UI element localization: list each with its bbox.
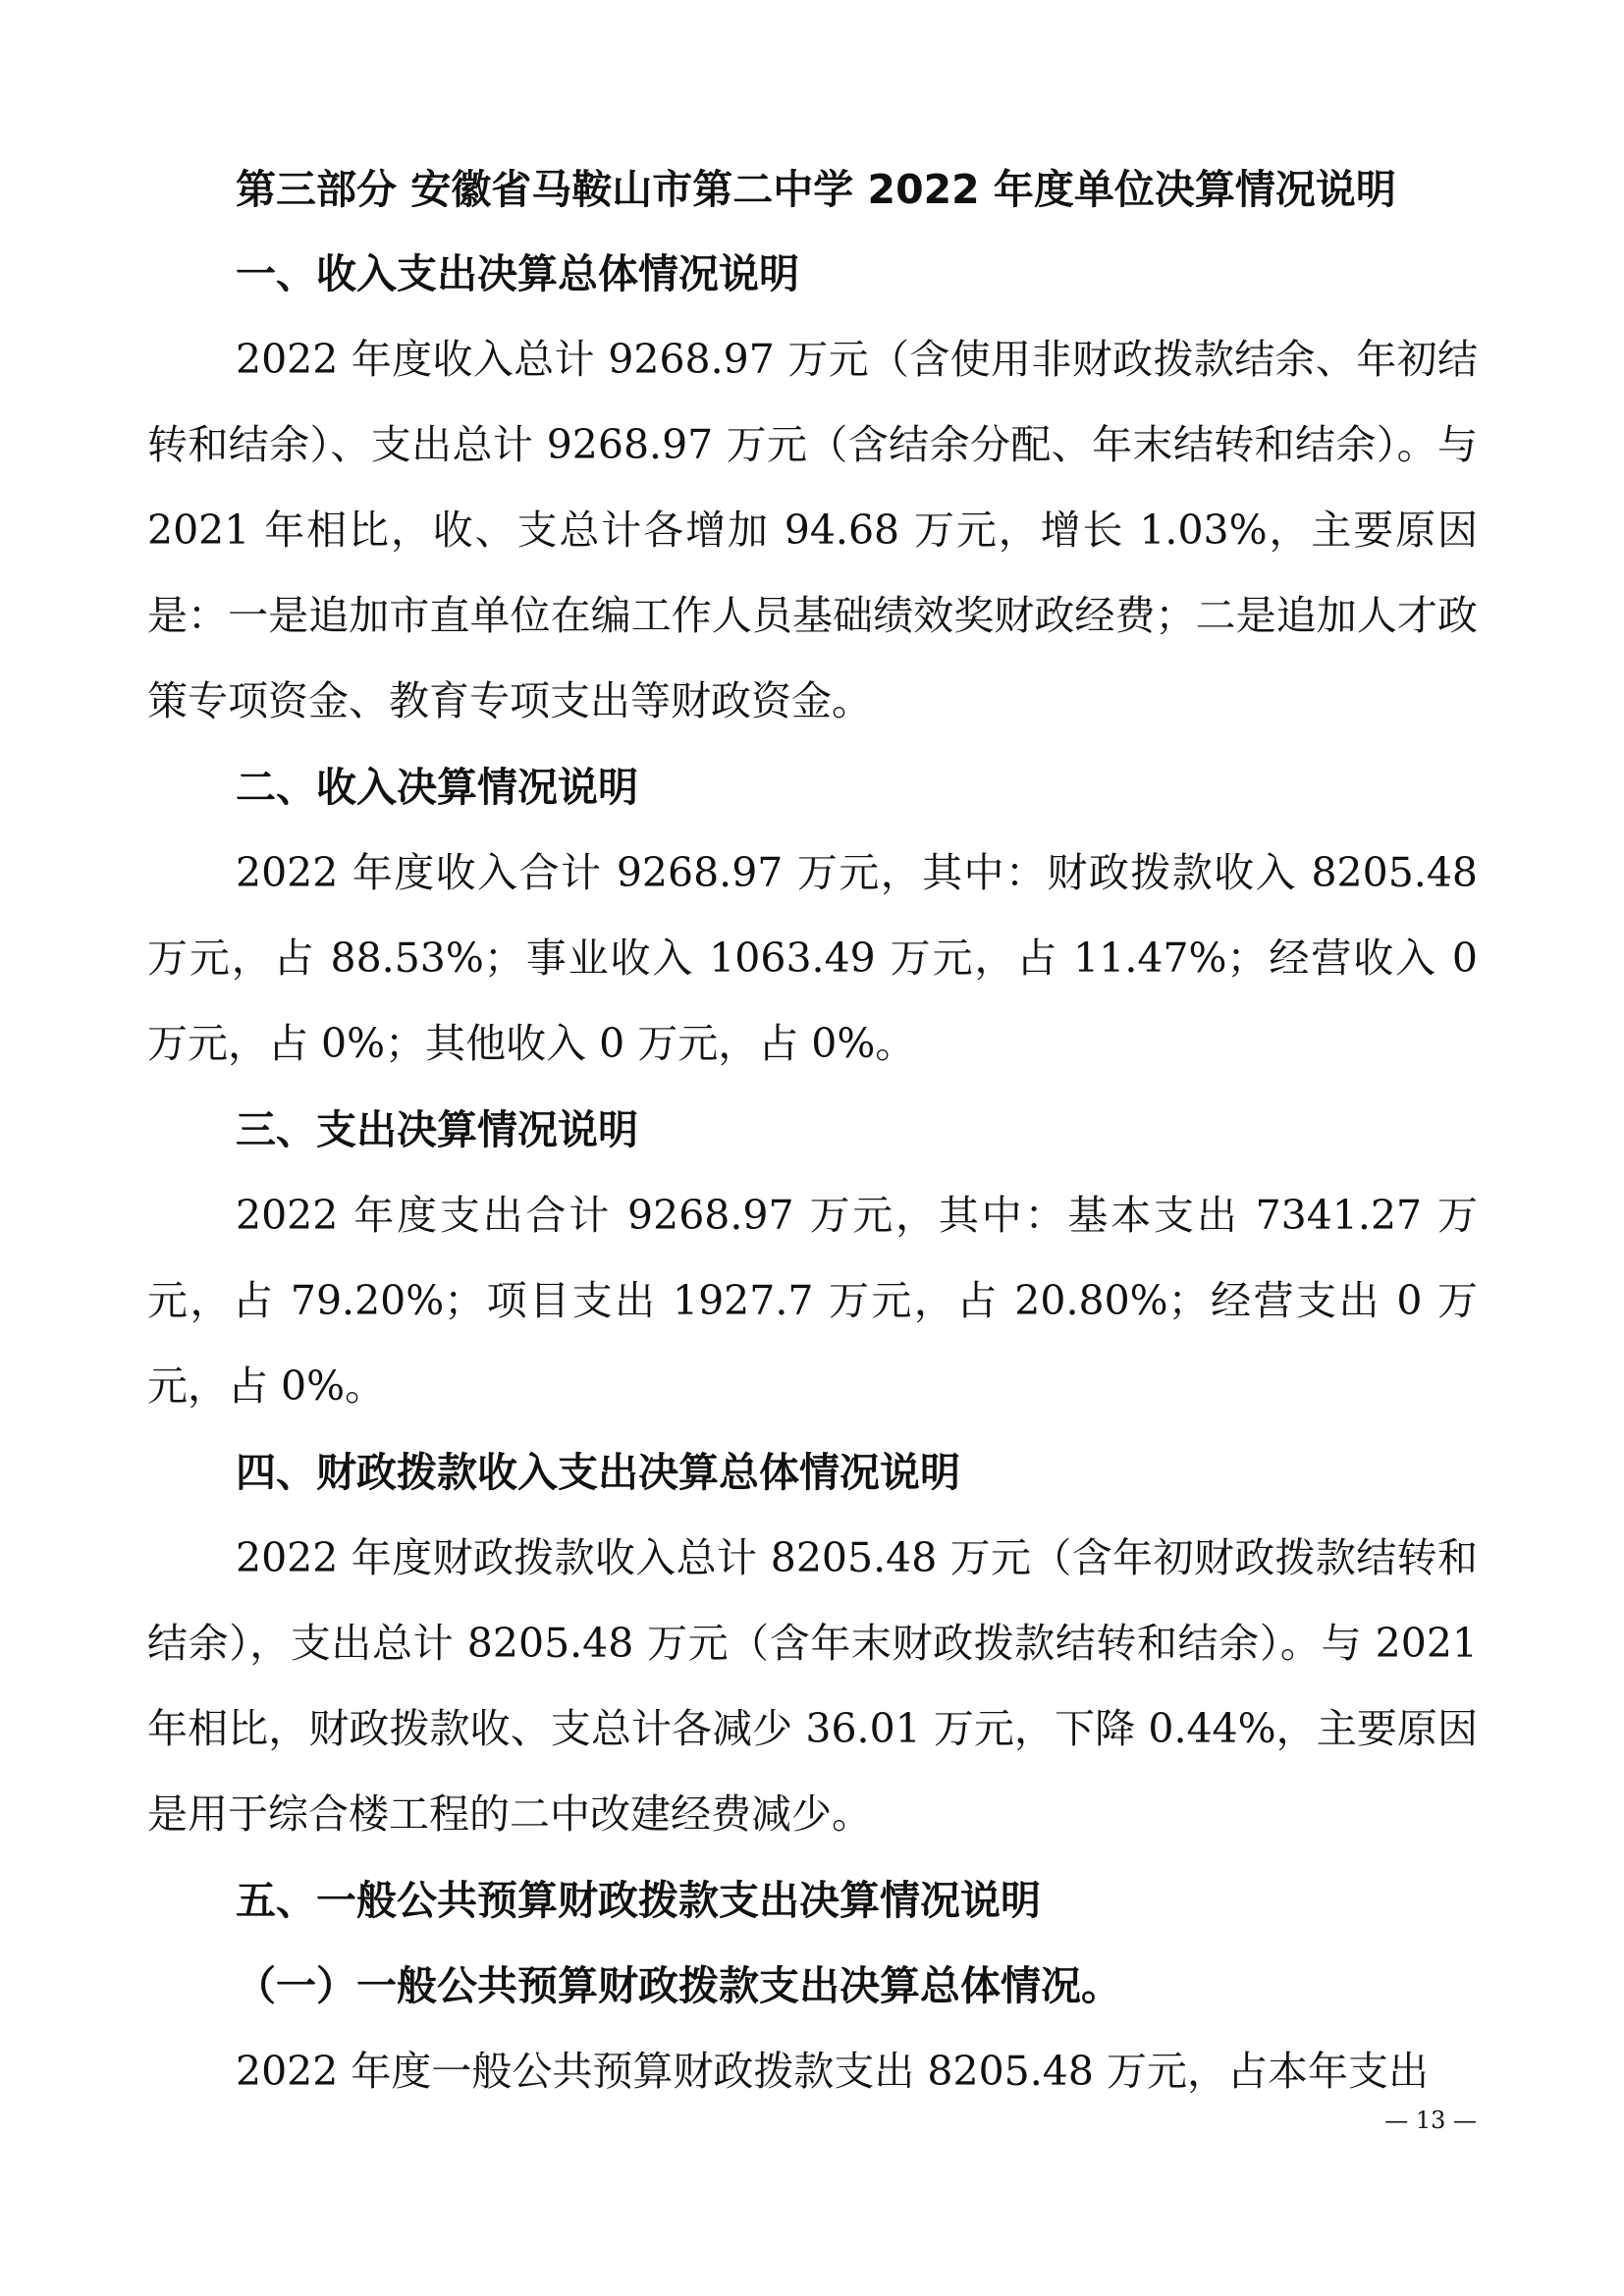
section-subheading-5-1: （一）一般公共预算财政拨款支出决算总体情况。	[236, 1962, 1121, 2009]
section-heading-3: 三、支出决算情况说明	[236, 1106, 638, 1153]
section-heading-4: 四、财政拨款收入支出决算总体情况说明	[236, 1449, 960, 1496]
document-title: 第三部分 安徽省马鞍山市第二中学 2022 年度单位决算情况说明	[236, 166, 1396, 213]
section-heading-1: 一、收入支出决算总体情况说明	[236, 250, 799, 297]
section-paragraph-3: 2022 年度支出合计 9268.97 万元，其中：基本支出 7341.27 万元，占 79.20%；项目支出 1927.7 万元，占 20.80%；经营支出 0 万元，占 0%。	[147, 1192, 1478, 1410]
section-heading-5: 五、一般公共预算财政拨款支出决算情况说明	[236, 1877, 1041, 1924]
section-paragraph-5: 2022 年度一般公共预算财政拨款支出 8205.48 万元，占本年支出	[236, 2048, 1429, 2095]
page-number: — 13 —	[1384, 2107, 1477, 2134]
section-paragraph-4: 2022 年度财政拨款收入总计 8205.48 万元（含年初财政拨款结转和结余），支出总计 8205.48 万元（含年末财政拨款结转和结余）。与 2021 年相比，财政拨款收、支总计各减少 36.01 万元，下降 0.44%，主要原因是用于综合楼工程的二中改建经费减少。	[147, 1534, 1478, 1838]
section-heading-2: 二、收入决算情况说明	[236, 764, 638, 811]
section-paragraph-2: 2022 年度收入合计 9268.97 万元，其中：财政拨款收入 8205.48 万元，占 88.53%；事业收入 1063.49 万元，占 11.47%；经营收入 0 万元，占 0%；其他收入 0 万元，占 0%。	[147, 849, 1478, 1067]
document-page	[147, 162, 1478, 2130]
section-paragraph-1: 2022 年度收入总计 9268.97 万元（含使用非财政拨款结余、年初结转和结余）、支出总计 9268.97 万元（含结余分配、年末结转和结余）。与 2021 年相比，收、支总计各增加 94.68 万元，增长 1.03%，主要原因是：一是追加市直单位在编工作人员基础绩效奖财政经费；二是追加人才政策专项资金、教育专项支出等财政资金。	[147, 336, 1478, 724]
